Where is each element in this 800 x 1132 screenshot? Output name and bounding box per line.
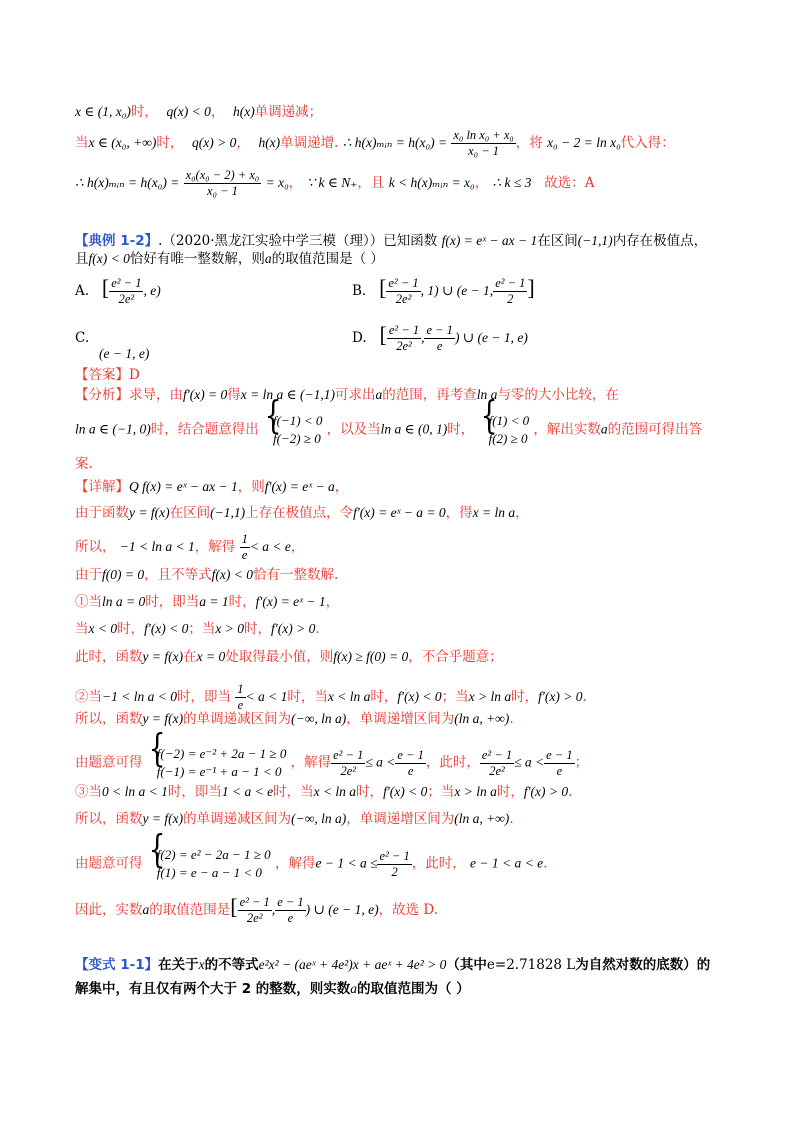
proof-line-2	[75, 128, 675, 159]
example-question	[75, 232, 707, 250]
text: 时，	[156, 135, 184, 151]
analysis-line-2: ln a ∈ (−1, 0)时，结合题意得出 { f(−1) < 0 f(−2) ≥ 0 ，以及当ln a ∈ (0, 1)时， { f(1) < 0 f(2) ≥ 0 ，解出实数a的范围可得出答	[75, 412, 702, 448]
detail-line-10: 由题意可得 { f(−2) = e⁻² + 2a − 1 ≥ 0 f(−1) = e⁻¹ + a − 1 < 0 ，解得 $\frac{\text{e² − 1}}{\text{2e²}}$ ≤ a < $\frac{e - 1}{e}$ ，此时， $\frac{\text{e² − 1}}{\text{2e²}}$ ≤ a < $\frac{e - 1}{e}$ ；	[75, 745, 588, 781]
answer-value: D	[129, 367, 140, 383]
math: f(x) < 0	[88, 251, 130, 266]
math: x₀ − 2 = ln x₀	[547, 135, 621, 150]
proof-line-1	[75, 103, 322, 121]
math: h(x)	[258, 135, 281, 150]
math: = x₀	[265, 175, 289, 190]
detail-line-9: 所以，函数y = f(x)的单调递减区间为(−∞, ln a)，单调递增区间为(ln a, +∞).	[75, 711, 514, 727]
math: h(x)	[232, 104, 255, 119]
case-system: { f(−1) < 0 f(−2) ≥ 0	[263, 412, 322, 448]
math: ∴ k ≤ 3	[492, 175, 532, 190]
detail-line-7: 此时，函数y = f(x)在x = 0处取得最小值，则f(x) ≥ f(0) = 0，不合乎题意；	[75, 649, 503, 665]
fraction: $\frac{\text{e² − 1}}{\text{2e²}}$	[481, 747, 513, 778]
math: f(x) = eˣ − ax − 1	[441, 233, 538, 248]
example-question-2	[75, 250, 384, 268]
math: (e − 1, e)	[99, 346, 150, 361]
variant-tag: 【变式 1-1】	[75, 957, 159, 973]
detail-line-8: ②当−1 < ln a < 0时，即当 $\frac{1}{e}$ < a < 1时，当x < ln a时，f′(x) < 0；当x > ln a时，f′(x) > 0.	[75, 682, 587, 712]
text: 恰好有唯一整数解，则	[129, 251, 265, 267]
detail-line-6: 当x < 0时，f′(x) < 0；当x > 0时，f′(x) > 0.	[75, 621, 320, 637]
case-system: { f(2) = e² − 2a − 1 ≥ 0 f(1) = e − a − 1 < 0	[147, 846, 271, 882]
example-tag: 【典例 1-2】	[75, 233, 159, 249]
option-b[interactable]: B. [ $\frac{\text{e² − 1}}{\text{2e²}}$ , 1) ∪ (e − 1, $\frac{\text{e² − 1}}{2}$ ]	[352, 275, 535, 306]
case-system: { f(−2) = e⁻² + 2a − 1 ≥ 0 f(−1) = e⁻¹ + a − 1 < 0	[147, 745, 287, 781]
math: x ∈ (x₀, +∞)	[88, 135, 157, 150]
fraction: $\frac{e - 1}{e}$	[397, 747, 424, 778]
option-c[interactable]	[75, 330, 150, 362]
option-label: D.	[352, 330, 367, 346]
text: ，将	[515, 135, 543, 151]
fraction: $\frac{1}{e}$	[241, 532, 248, 562]
math: (−1,1)	[577, 233, 613, 248]
fraction: $\frac{\text{e² − 1}}{2}$	[379, 848, 410, 879]
text: ，	[236, 135, 250, 151]
fraction: $\frac{\text{e² − 1}}{\text{2e²}}$	[239, 895, 270, 925]
case-system: { f(1) < 0 f(2) ≥ 0	[479, 412, 530, 448]
option-a[interactable]: A. [ $\frac{\text{e² − 1}}{\text{2e²}}$ , e)	[75, 275, 161, 306]
math: , 1) ∪ (e − 1,	[420, 283, 494, 298]
math: q(x) < 0	[166, 104, 211, 119]
math: ∴ h(x)ₘᵢₙ = h(x₀) =	[342, 135, 448, 150]
detail-line-5: ①当ln a = 0时，即当a = 1时，f′(x) = eˣ − 1，	[75, 594, 340, 610]
fraction: $\frac{e - 1}{e}$	[546, 747, 573, 778]
detail-line-4: 由于f(0) = 0，且不等式f(x) < 0恰有一整数解.	[75, 567, 339, 583]
fraction: $\frac{\text{e² − 1}}{2}$	[495, 276, 526, 306]
text: ，	[288, 175, 303, 191]
text: 故选：A	[544, 175, 595, 191]
fraction: $\frac{e - 1}{e}$	[426, 323, 453, 353]
text: 的取值范围是（ ）	[271, 251, 384, 267]
option-label: B.	[352, 283, 367, 299]
variant-line-1: 【变式 1-1】在关于x的不等式e²x² − (aeˣ + 4e²)x + aeˣ + 4e² > 0（其中e=2.71828 L为自然对数的底数）的	[75, 957, 711, 973]
math: q(x) > 0	[192, 135, 237, 150]
text: ，	[210, 104, 225, 120]
answer-tag: 【答案】	[75, 367, 129, 383]
detail-line-2: 由于函数y = f(x)在区间(−1,1)上存在极值点，令f′(x) = eˣ − a = 0，得x = ln a，	[75, 505, 529, 521]
analysis-line-3: 案.	[75, 456, 93, 472]
option-label: C.	[75, 330, 90, 346]
fraction: $\frac{\text{e² − 1}}{\text{2e²}}$	[333, 747, 364, 778]
denominator: x₀ − 1	[207, 184, 238, 198]
detail-line-11: ③当0 < ln a < 1时，即当1 < a < e时，当x < ln a时，f′(x) < 0；当x > ln a时，f′(x) > 0.	[75, 784, 573, 800]
fraction: $\frac{\text{e² − 1}}{\text{2e²}}$	[111, 276, 142, 306]
text: 时，	[130, 104, 158, 120]
analysis-line-1: 【分析】求导，由f′(x) = 0得x = ln a ∈ (−1,1)可求出a的范围，再考查ln a与零的大小比较，在	[75, 387, 619, 403]
text: 当	[75, 135, 89, 151]
math: , e)	[143, 283, 161, 298]
math: x ∈ (1, x₀)	[75, 104, 131, 119]
math: k < h(x)ₘᵢₙ = x₀	[388, 175, 475, 190]
numerator: x₀ ln x₀ + x₀	[453, 128, 514, 142]
detail-line-14: 因此，实数a的取值范围是[ $\frac{\text{e² − 1}}{\text{2e²}}$ , $\frac{e - 1}{e}$ ) ∪ (e − 1, e)，故选 D.	[75, 894, 439, 925]
fraction: $\frac{e - 1}{e}$	[277, 895, 304, 925]
fraction: $\frac{\text{e² − 1}}{\text{2e²}}$	[388, 276, 419, 306]
text: 且	[75, 251, 89, 267]
text: 在区间	[537, 233, 578, 249]
fraction: $\frac{\text{e² − 1}}{\text{2e²}}$	[388, 323, 420, 353]
detail-tag: 【详解】	[75, 479, 129, 495]
option-label: A.	[75, 283, 90, 299]
text: .（2020·黑龙江实验中学三模（理））已知函数	[158, 233, 438, 249]
detail-line-13: 由题意可得 { f(2) = e² − 2a − 1 ≥ 0 f(1) = e − a − 1 < 0 ，解得e − 1 < a ≤ $\frac{\text{e² − 1}}{2}$ ，此时， e − 1 < a < e.	[75, 846, 547, 882]
option-d[interactable]: D. [ $\frac{\text{e² − 1}}{\text{2e²}}$ , $\frac{e - 1}{e}$ ) ∪ (e − 1, e)	[352, 322, 528, 353]
variant-line-2: 解集中，有且仅有两个大于 2 的整数，则实数a的取值范围为（ ）	[75, 981, 470, 997]
text: ，且	[357, 175, 385, 191]
answer	[75, 366, 140, 384]
analysis-tag: 【分析】	[75, 387, 129, 403]
text: 单调递增.	[280, 135, 339, 151]
denominator: x₀ − 1	[468, 144, 500, 158]
math: a	[264, 251, 272, 266]
math: ) ∪ (e − 1, e)	[454, 330, 528, 345]
detail-line-12: 所以，函数y = f(x)的单调递减区间为(−∞, ln a)，单调递增区间为(ln a, +∞).	[75, 811, 514, 827]
text: 代入得：	[620, 135, 675, 151]
proof-line-3	[75, 168, 595, 199]
fraction: $\frac{1}{e}$	[237, 682, 244, 712]
math: ∴ h(x)ₘᵢₙ = h(x₀) =	[75, 175, 180, 190]
detail-line-3: 所以， −1 < ln a < 1，解得 $\frac{1}{e}$ < a < e，	[75, 532, 305, 562]
fraction	[184, 168, 262, 199]
numerator: x₀(x₀ − 2) + x₀	[185, 168, 260, 182]
text: 内存在极值点，	[612, 233, 708, 249]
fraction	[451, 128, 515, 159]
math: ∵ k ∈ N₊	[306, 175, 358, 190]
detail-line-1: 【详解】Q f(x) = eˣ − ax − 1，则f′(x) = eˣ − a，	[75, 479, 349, 495]
text: 单调递减；	[254, 104, 323, 120]
text: ，	[474, 175, 489, 191]
